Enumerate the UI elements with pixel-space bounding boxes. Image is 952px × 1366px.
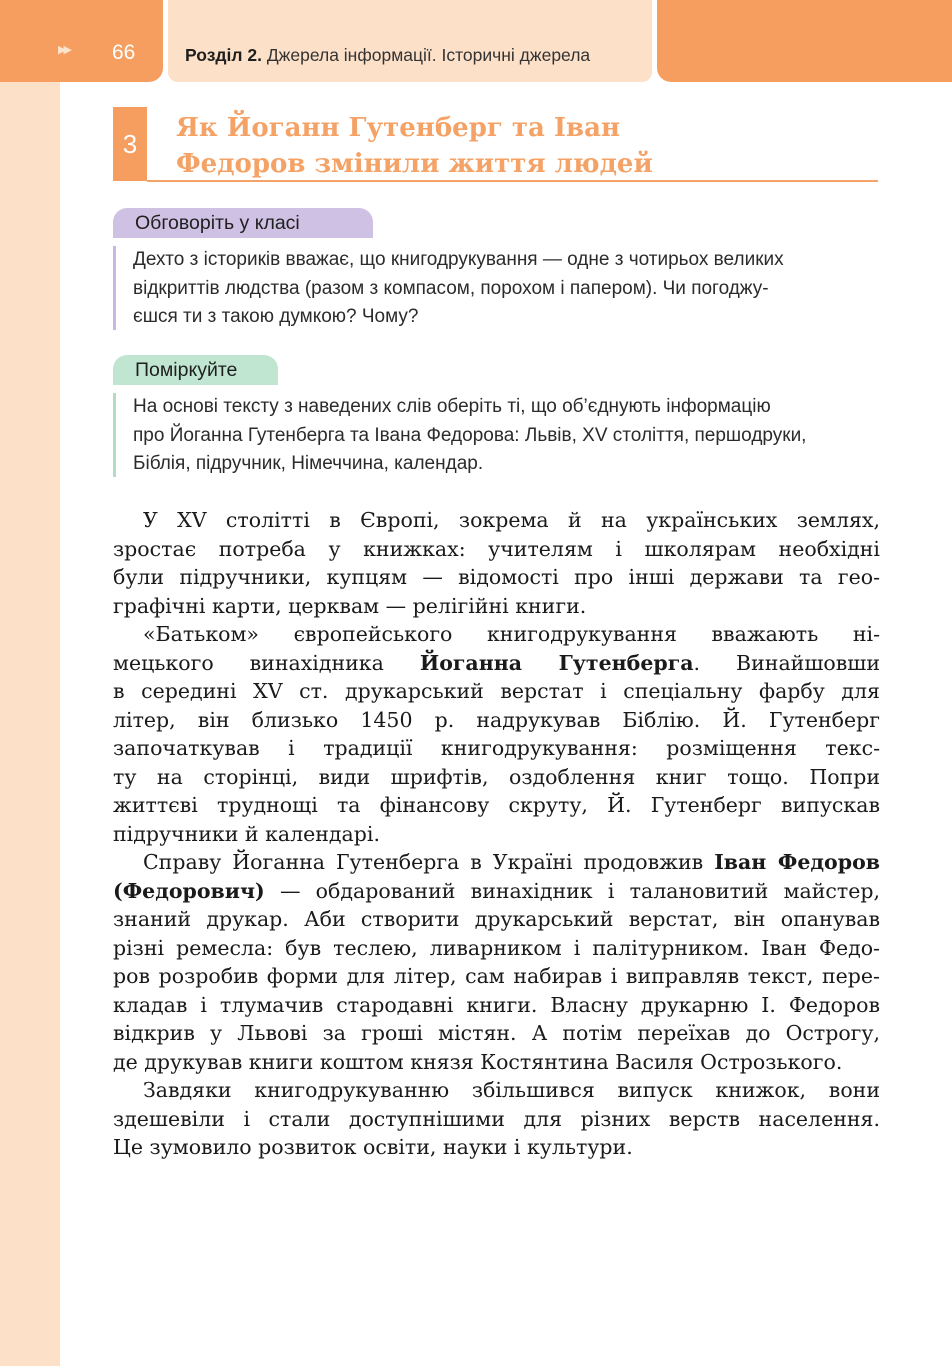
text-line: Це зумовило розвиток освіти, науки і культури. bbox=[113, 1135, 633, 1159]
text-line bbox=[113, 649, 880, 678]
text-line: підручники й календарі. bbox=[113, 821, 380, 846]
double-arrow-icon: ▶▶ bbox=[58, 43, 69, 56]
bold-name: Іван Федоров bbox=[714, 850, 880, 874]
topic-title bbox=[176, 110, 876, 182]
paragraph-1 bbox=[113, 506, 880, 620]
think-line: про Йоганна Гутенберга та Івана Федорова: Львів, XV століття, першодруки, bbox=[133, 424, 807, 446]
text-line: ту на сторінці, види шрифтів, оздоблення книг тощо. Попри bbox=[113, 764, 880, 789]
bold-name: (Федорович) bbox=[113, 878, 265, 903]
topic-number: 3 bbox=[113, 107, 147, 181]
discuss-line: відкриттів людства (разом з компасом, порохом і папером). Чи погоджу- bbox=[133, 277, 769, 299]
text-run: — обдарований винахідник і талановитий майстер, bbox=[264, 878, 880, 903]
text-line: де друкував книги коштом князя Костянтина Василя Острозького. bbox=[113, 1049, 843, 1074]
text-line: зростає потреба у книжках: учителям і школярам необхідні bbox=[113, 536, 880, 561]
text-line: «Батьком» європейського книгодрукування вважають ні- bbox=[143, 622, 880, 646]
text-run: . Винайшовши bbox=[693, 650, 880, 675]
page-number-tab bbox=[0, 0, 163, 82]
think-label: Поміркуйте bbox=[113, 355, 278, 385]
text-line bbox=[113, 848, 880, 877]
side-strip bbox=[0, 0, 60, 1366]
text-line: відкрив у Львові за гроші містян. А потім переїхав до Острогу, bbox=[113, 1021, 880, 1045]
think-line: На основі тексту з наведених слів оберіть ті, що об’єднують інформацію bbox=[133, 396, 771, 417]
text-line: життєві труднощі та фінансову скруту, Й. Гутенберг випускав bbox=[113, 793, 880, 817]
text-line bbox=[113, 877, 880, 906]
text-run: мецького винахідника bbox=[113, 650, 420, 675]
text-line: були підручники, купцям — відомості про інші держави та гео- bbox=[113, 565, 880, 589]
page-header bbox=[0, 0, 952, 82]
text-line: У XV столітті в Європі, зокрема й на українських землях, bbox=[143, 508, 880, 532]
discuss-text bbox=[113, 246, 878, 330]
header-right-tab bbox=[657, 0, 952, 82]
main-text bbox=[113, 506, 880, 1162]
section-title bbox=[185, 45, 590, 66]
text-line: здешевіли і стали доступнішими для різних верств населення. bbox=[113, 1106, 880, 1131]
text-line: графічні карти, церквам — релігійні книги. bbox=[113, 593, 587, 618]
text-line: кладав і тлумачив стародавні книги. Власну друкарню І. Федоров bbox=[113, 992, 880, 1017]
think-line: Біблія, підручник, Німеччина, календар. bbox=[133, 453, 484, 474]
title-underline bbox=[147, 180, 878, 182]
text-line: започаткував і традиції книгодрукування: розміщення текс- bbox=[113, 736, 880, 760]
text-line: ров розробив форми для літер, сам набирав і виправляв текст, пере- bbox=[113, 964, 880, 988]
text-line: в середині XV ст. друкарський верстат і спеціальну фарбу для bbox=[113, 679, 880, 703]
discuss-line: Дехто з істориків вважає, що книгодрукування — одне з чотирьох великих bbox=[133, 249, 784, 270]
text-line: різні ремесла: був теслею, ливарником і палітурником. Іван Федо- bbox=[113, 935, 880, 960]
discuss-line: єшся ти з такою думкою? Чому? bbox=[133, 306, 419, 327]
think-text bbox=[113, 393, 878, 477]
text-line: Завдяки книгодрукуванню збільшився випуск книжок, вони bbox=[143, 1078, 880, 1102]
section-title-rest: Джерела інформації. Історичні джерела bbox=[261, 45, 591, 65]
topic-title-line: Як Йоганн Гутенберг та Іван bbox=[176, 113, 620, 143]
page-number: 66 bbox=[112, 41, 136, 64]
topic-title-line: Федоров змінили життя людей bbox=[176, 149, 653, 179]
section-tab bbox=[168, 0, 652, 82]
paragraph-2 bbox=[113, 620, 880, 848]
text-line: знаний друкар. Аби створити друкарський верстат, він опанував bbox=[113, 907, 880, 931]
paragraph-3 bbox=[113, 848, 880, 1076]
text-line: літер, він близько 1450 р. надрукував Біблію. Й. Гутенберг bbox=[113, 707, 880, 732]
discuss-label: Обговоріть у класі bbox=[113, 208, 373, 238]
text-run: Справу Йоганна Гутенберга в Україні продовжив bbox=[143, 850, 715, 874]
section-title-bold: Розділ 2. bbox=[185, 45, 262, 65]
bold-name: Йоганна Гутенберга bbox=[419, 650, 694, 675]
paragraph-4 bbox=[113, 1076, 880, 1162]
